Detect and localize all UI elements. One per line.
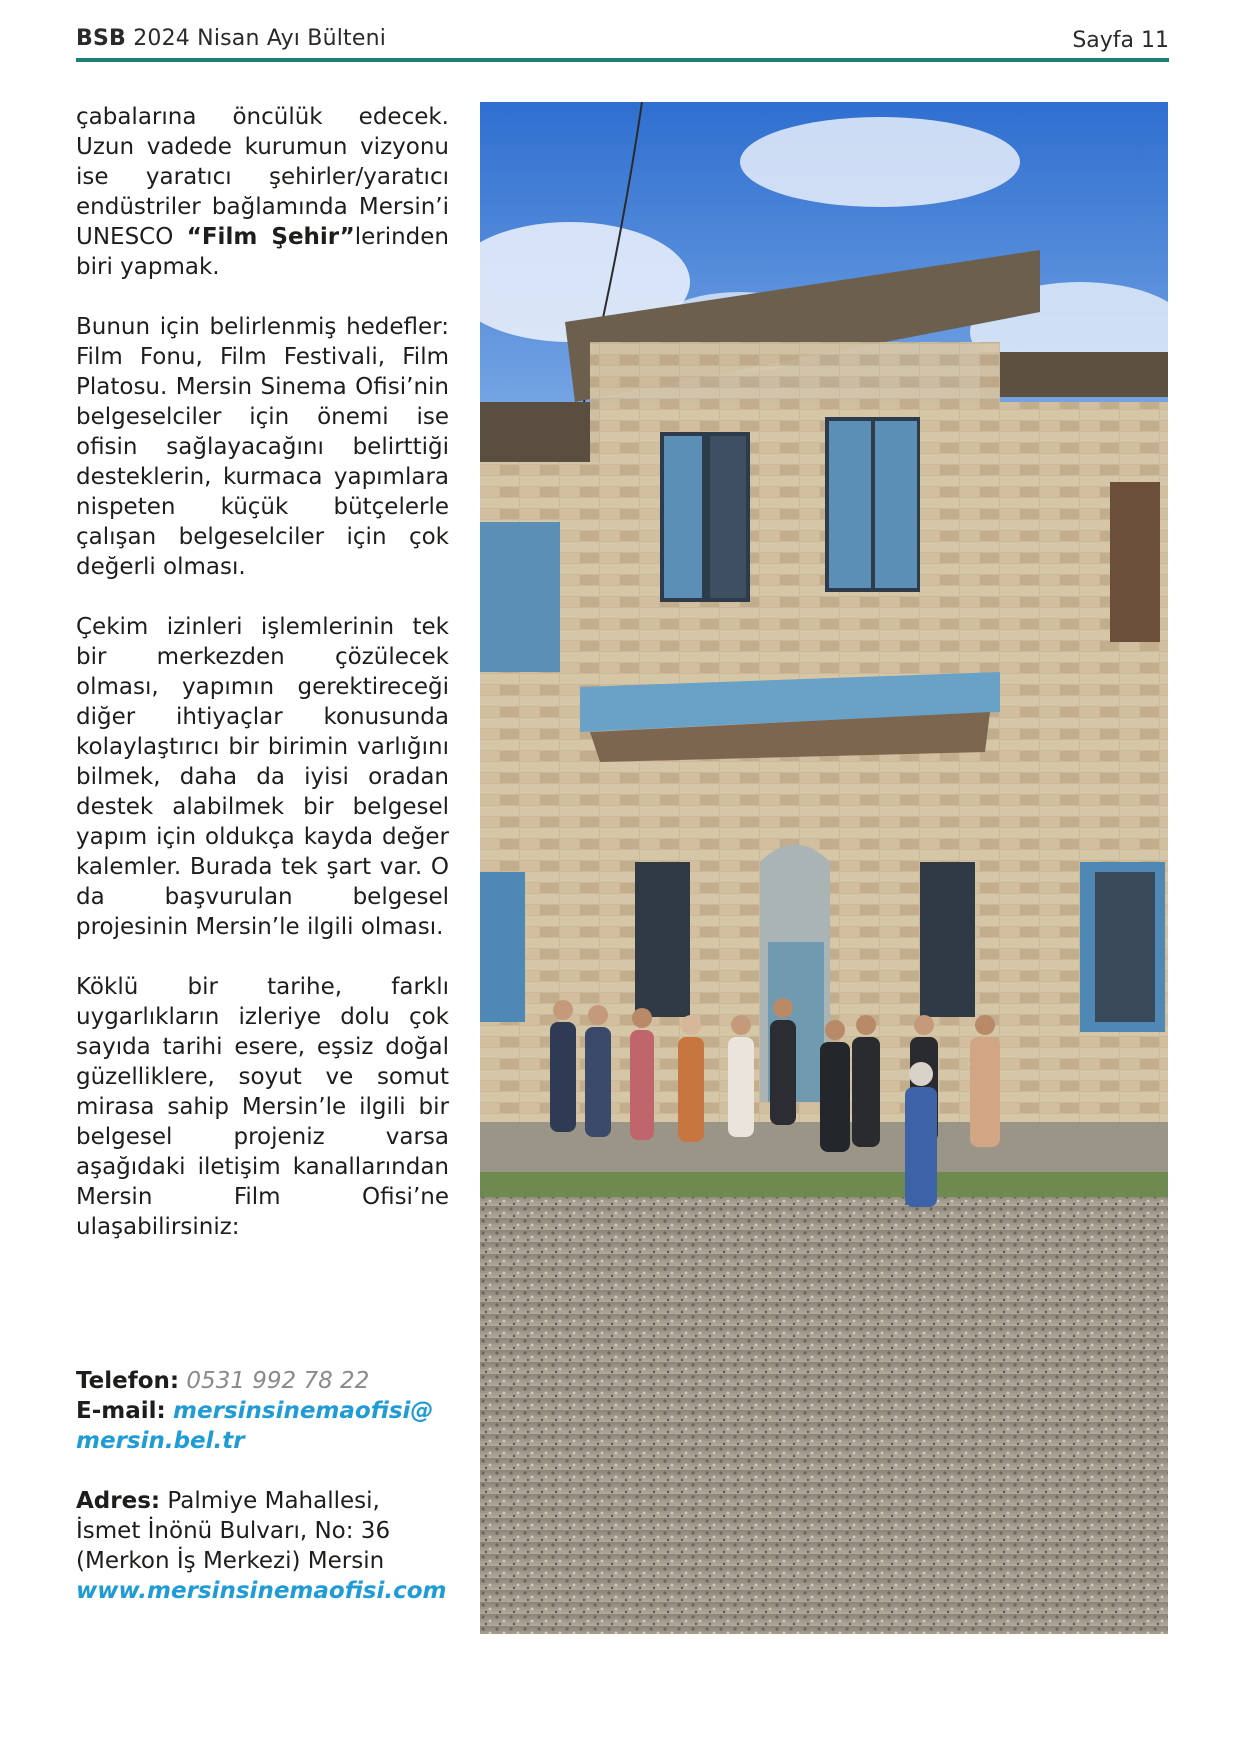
paragraph-1-end: lerinden biri yapmak.: [76, 224, 449, 280]
film-city-emphasis: “Film Şehir”: [186, 224, 355, 250]
photo-illustration: [480, 102, 1168, 1634]
phone-label: Telefon:: [76, 1368, 180, 1394]
email-label: E-mail:: [76, 1398, 166, 1424]
paragraph-1: [76, 102, 449, 282]
upper-window-right: [825, 417, 920, 592]
building-photo: [480, 102, 1168, 1634]
address-street: Palmiye Mahallesi,: [167, 1488, 380, 1514]
email-link-part-1[interactable]: mersinsinemaofisi@: [173, 1398, 434, 1424]
email-line: [76, 1396, 449, 1426]
address-line-1: [76, 1486, 449, 1516]
email-line-2: [76, 1426, 449, 1456]
page-number: Sayfa 11: [1072, 28, 1169, 53]
issue-title: 2024 Nisan Ayı Bülteni: [133, 26, 387, 51]
paragraph-4: Köklü bir tarihe, farklı uygarlıkların izleriye dolu çok sayıda tarihi esere, eşsiz doğal güzelliklere, soyut ve somut mirasa sahip Mersin’le ilgili bir belgesel projeniz varsa aşağıdaki iletişim kanallarından Mersin Film Ofisi’ne ulaşabilirsiniz:: [76, 974, 449, 1240]
email-link-part-2[interactable]: mersin.bel.tr: [76, 1428, 245, 1454]
page-header: [76, 26, 1169, 58]
paragraph-1-text: çabalarına öncülük edecek. Uzun vadede kurumun vizyonu ise yaratıcı şehirler/yaratıcı endüstriler bağlamında Mersin’i UNESCO: [76, 104, 449, 250]
phone-number[interactable]: 0531 992 78 22: [186, 1368, 370, 1394]
paragraph-2: Bunun için belirlenmiş hedefler: Film Fonu, Film Festivali, Film Platosu. Mersin Sinema Ofisi’nin belgeselciler için önemi ise ofisin sağlayacağını belirttiği desteklerin, kurmaca yapımlara nispeten küçük bütçelerle çalışan belgeselciler için çok değerli olması.: [76, 314, 449, 580]
contact-block: [76, 1366, 449, 1606]
header-divider: [76, 58, 1169, 62]
brand-name: BSB: [76, 26, 126, 51]
address-label: Adres:: [76, 1488, 161, 1514]
upper-window-left: [660, 432, 750, 602]
address-line-2: İsmet İnönü Bulvarı, No: 36: [76, 1518, 391, 1544]
paragraph-3: Çekim izinleri işlemlerinin tek bir merkezden çözülecek olması, yapımın gerektireceği diğer ihtiyaçlar konusunda kolaylaştırıcı bir birimin varlığını bilmek, daha da iyisi oradan destek alabilmek bir belgesel yapım için oldukça kayda değer kalemler. Burada tek şart var. O da başvurulan belgesel projesinin Mersin’le ilgili olması.: [76, 614, 449, 940]
website-link[interactable]: www.mersinsinemaofisi.com: [76, 1578, 447, 1604]
article-body: [76, 102, 449, 1272]
newsletter-title: [76, 26, 386, 51]
website-line: [76, 1576, 449, 1606]
phone-line: [76, 1366, 449, 1396]
address-line-3: (Merkon İş Merkezi) Mersin: [76, 1548, 385, 1574]
